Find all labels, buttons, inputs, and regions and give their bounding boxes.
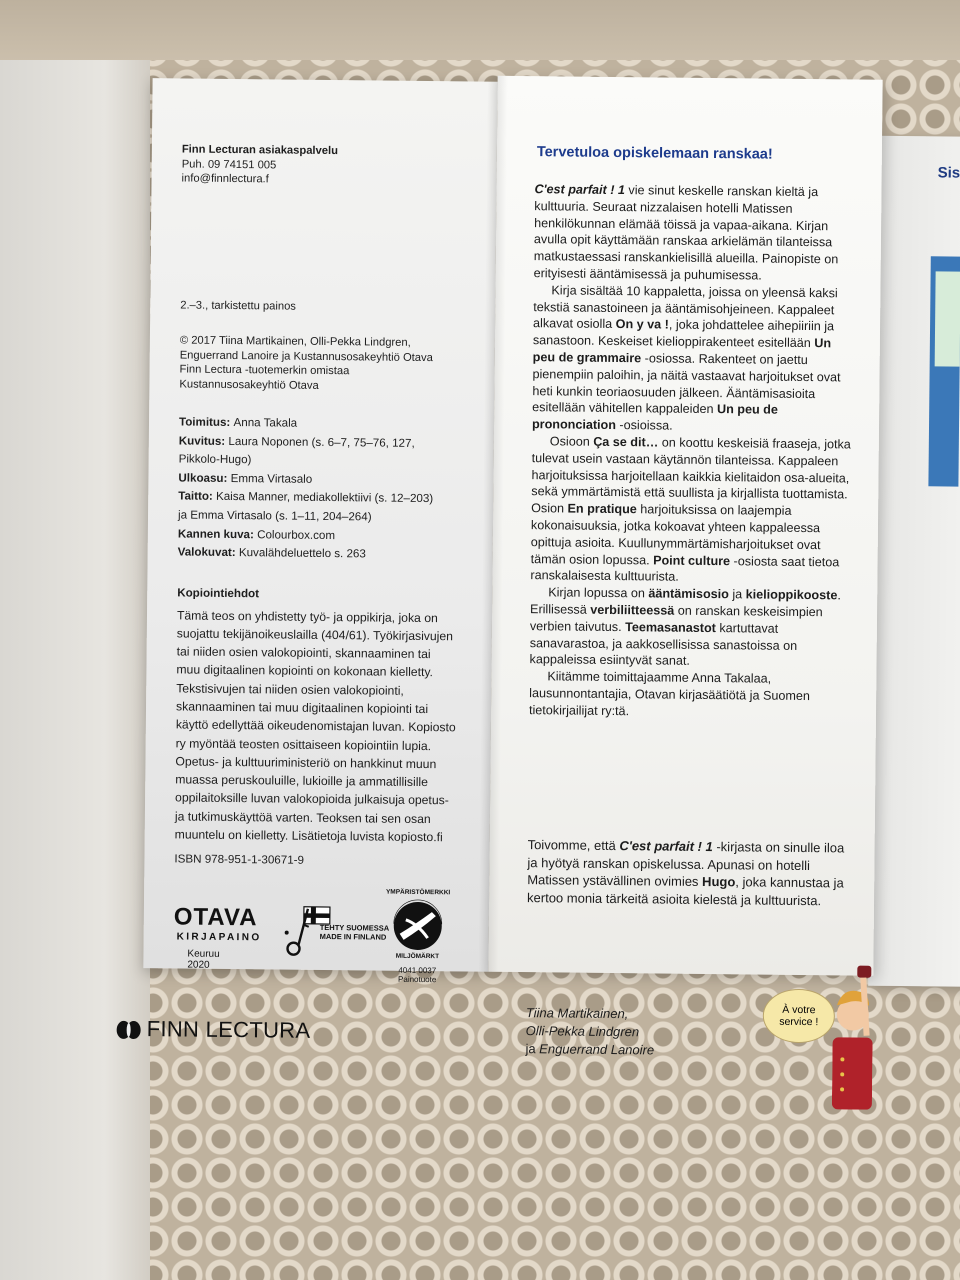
credit-value: Emma Virtasalo (230, 471, 313, 486)
swan-ecolabel-icon (385, 894, 450, 959)
body-text-span: Kiitämme toimittajaamme Anna Takalaa, lausunnontantajia, Otavan kirjasäätiötä ja Suomen tietokirjailijat ry:tä. (528, 669, 811, 718)
credit-row (178, 544, 433, 565)
body-text-span: , joka johdattelee aihepiiriin ja sanastoon. Keskeiset kielioppirakenteet esitellään (532, 317, 835, 351)
hugo-doorman-illustration (832, 959, 874, 1109)
emphasis-text: On y va ! (615, 317, 669, 332)
copy-rules-line: Tämä teos on yhdistetty työ- ja oppikirja, joka on (176, 607, 438, 625)
copyright-line: © 2017 Tiina Martikainen, Olli-Pekka Lindgren, (179, 334, 411, 349)
blanket-top (0, 0, 960, 60)
copy-rules-line: skannaaminen tai muu digitaalinen kopiointi tai (175, 699, 429, 717)
body-text-span: Kirja sisältää 10 kappaletta, joissa on yleensä kaksi tekstiä sanastoineen ja ääntämisohjeineen. Kappaleet alkavat osiolla (533, 283, 838, 332)
body-text-span: -osiossa. Rakenteet on jaettu pienempiin paloihin, ja näitä vastaavat harjoitukset ovat heti kunkin teoriaosuuden jälkeen. Ääntämisasioita esitellään vähitellen kappaleiden (532, 351, 841, 417)
copy-rules-block (175, 586, 478, 846)
credit-label: Valokuvat: (177, 545, 239, 560)
body-text-span: harjoituksissa on laajempia kokonaisuuksia, jotka kokoavat yhteen kappaleessa opittuja asioita. Kuullunymmärtämisharjoitukset ovat tämän osion lopussa. (530, 502, 821, 567)
contact-block (182, 142, 339, 187)
open-booklet (133, 68, 960, 1058)
body-text-span: Toivomme, että (527, 837, 620, 854)
bubble-line-1: À votre (782, 1003, 816, 1017)
intro-paragraph (530, 433, 852, 588)
isbn: ISBN 978-951-1-30671-9 (174, 852, 305, 867)
swan-code: 4041 0037 (398, 965, 437, 976)
made-in-finland-logo (283, 903, 390, 971)
emphasis-text: Un peu de prononciation (531, 402, 778, 433)
emphasis-text: verbiliitteessä (590, 602, 675, 618)
body-text-span: -osiosta saat tietoa ranskalaisesta kulttuurista. (530, 553, 840, 585)
copyright-line: Kustannusosakeyhtiö Otava (179, 377, 319, 392)
copy-rules-line: Tekstisivujen tai niiden osien valokopiointi, (176, 681, 404, 698)
contact-phone: Puh. 09 74151 005 (181, 157, 277, 171)
author-2: Olli-Pekka Lindgren (525, 1023, 640, 1040)
copy-rules-line: käyttö edellyttää oikeudenomistajan luvan. Kopiosto (175, 717, 456, 735)
right-page (488, 76, 882, 1058)
credit-label: Kannen kuva: (177, 527, 258, 541)
credit-value: Pikkolo-Hugo) (178, 452, 252, 467)
otava-subtitle: KIRJAPAINO (176, 931, 262, 944)
emphasis-text: Ça se dit… (593, 434, 659, 450)
welcome-title: Tervetuloa opiskelemaan ranskaa! (536, 144, 773, 163)
closing-paragraph (527, 836, 848, 910)
finn-lectura-wordmark: FINN LECTURA (146, 1016, 311, 1043)
body-text-span: Kirjan lopussa on (548, 585, 649, 601)
body-text-span: -kirjasta on sinulle iloa ja hyötyä ranskan opiskelussa. Apunasi on hotelli Matissen ystävällinen ovimies (527, 839, 845, 890)
swan-bottom-text: MILJÖMÄRKT (395, 952, 440, 961)
copyright-block (179, 333, 433, 394)
emphasis-text: Hugo (702, 874, 736, 890)
copyright-line: Enguerrand Lanoire ja Kustannusosakeyhtiö Otava (179, 348, 433, 364)
finn-lectura-mark-icon (115, 1017, 143, 1043)
credit-row (179, 413, 434, 434)
credit-label: Kuvitus: (178, 434, 229, 448)
copy-rules-text (175, 606, 477, 847)
copy-rules-line: Opetus- ja kulttuuriministeriö on hankkinut muun (175, 754, 437, 772)
intro-paragraph (532, 282, 854, 437)
body-text-span: kartuttavat sanavarastoa, ja aakkosellisissa sanastoissa on kappaleissa esiintyvät sanat. (529, 620, 798, 669)
body-text-span: ja (728, 587, 746, 602)
body-text-span: vie sinut keskelle ranskan kieltä ja kulttuuria. Seuraat nizzalaisen hotelli Matissen henkilökunnan elämää töissä ja vapaa-aikana. Kirjan avulla opit käyttämään ranskaa arkielämän tilanteissa matkustaessasi ranskankielisillä alueilla. Painopiste on erityisesti ääntämisessä ja puhumisessa. (533, 183, 839, 283)
credit-label: Ulkoasu: (178, 471, 231, 485)
swan-top-text: YMPÄRISTÖMERKKI (385, 888, 451, 897)
emphasis-text: Point culture (653, 552, 731, 568)
credit-value: ja Emma Virtasalo (s. 1–11, 204–264) (177, 508, 372, 524)
body-text-span: -osioissa. (615, 418, 673, 433)
credit-row (178, 506, 433, 527)
body-text-span: on ranskan keskeisimpien verbien taivutus. (529, 603, 823, 634)
made-in-finland-text-en: MADE IN FINLAND (319, 931, 387, 942)
emphasis-text: Teemasanastot (625, 619, 716, 635)
bubble-line-2: service ! (779, 1015, 819, 1029)
author-3-name: Enguerrand Lanoire (539, 1041, 655, 1058)
copy-rules-line: muuntelu on kielletty. Lisätietoja luvista kopiosto.fi (174, 827, 443, 845)
emphasis-text: kielioppikooste (745, 587, 838, 603)
emphasis-text: En pratique (567, 501, 637, 517)
next-page-green-box (935, 271, 960, 366)
speech-bubble (763, 989, 836, 1044)
author-1: Tiina Martikainen, (525, 1005, 629, 1022)
left-page (143, 78, 497, 1043)
otava-place: Keuruu 2020 (187, 948, 220, 971)
emphasis-text: ääntämisosio (648, 586, 729, 602)
credit-label: Taitto: (178, 489, 217, 504)
author-3 (525, 1040, 654, 1059)
made-in-finland-text-fi: TEHTY SUOMESSA (319, 922, 390, 933)
body-text-span: Osioon (549, 434, 594, 449)
body-text-span: , joka kannustaa ja kertoo monia tärkeitä asioita kielestä ja kulttuurista. (526, 874, 844, 908)
copy-rules-line: suojattu tekijänoikeuslailla (404/61). Työkirjasivujen (176, 626, 454, 644)
introduction-text (529, 181, 855, 722)
emphasis-text: C'est parfait ! 1 (619, 838, 713, 855)
swan-label: Painotuote (398, 974, 437, 985)
emphasis-text: Un peu de grammaire (532, 336, 832, 366)
credit-value: Anna Takala (233, 416, 298, 430)
emphasis-text: C'est parfait ! 1 (534, 182, 626, 198)
nordic-swan-ecolabel (385, 888, 451, 985)
copy-rules-line: ja tutkimuskäyttöä varten. Teoksen tai sen osan (174, 809, 431, 826)
credit-row (179, 451, 434, 472)
copy-rules-line: oppilaitoksille luvan valokopioida julkaisuja opetus- (175, 790, 449, 808)
copy-rules-heading: Kopiointiehdot (177, 586, 260, 601)
next-page-heading-fragment: Sis (937, 164, 960, 182)
intro-paragraph (529, 584, 850, 671)
credit-value: Kaisa Manner, mediakollektiivi (s. 12–203) (215, 490, 434, 506)
credit-value: Laura Noponen (s. 6–7, 75–76, 127, (228, 434, 415, 450)
copy-rules-line: ry myöntää teosten osittaiseen kopiointiin lupia. (175, 736, 432, 753)
copy-rules-line: muu digitaalinen kopiointi on kokonaan kielletty. (176, 662, 434, 680)
credit-label: Toimitus: (178, 415, 234, 430)
intro-paragraph (534, 181, 855, 285)
couch-cushion (0, 0, 150, 1280)
copy-rules-line: muassa peruskouluille, lukioille ja ammatillisille (175, 772, 428, 790)
author-3-prefix: ja (525, 1041, 540, 1057)
credit-value: Colourbox.com (257, 527, 336, 542)
copyright-line: Finn Lectura -tuotemerkin omistaa (179, 363, 350, 378)
authors-signature (525, 1004, 654, 1059)
otava-wordmark: OTAVA (173, 903, 258, 932)
credits-block (178, 413, 434, 564)
intro-paragraph (529, 668, 850, 722)
edition-text: 2.–3., tarkistettu painos (180, 299, 296, 313)
credit-value: Kuvalähdeluettelo s. 263 (238, 546, 366, 561)
copy-rules-line: tai niiden osien valokopiointi, skannaaminen tai (176, 644, 431, 662)
contact-email: info@finnlectura.f (181, 172, 269, 186)
contact-heading: Finn Lecturan asiakaspalvelu (181, 143, 338, 158)
body-text-span: on koottu keskeisiä fraaseja, jotka tulevat usein vastaan käytännön tilanteissa. Kappaleen harjoituksissa harjoitellaan kaikkia kielitaidon osa-alueita, sekä ymmärtämistä että suullista ja kirjallista tuottamista. Osion (531, 435, 851, 516)
body-text-span: . Erillisessä (530, 588, 841, 617)
